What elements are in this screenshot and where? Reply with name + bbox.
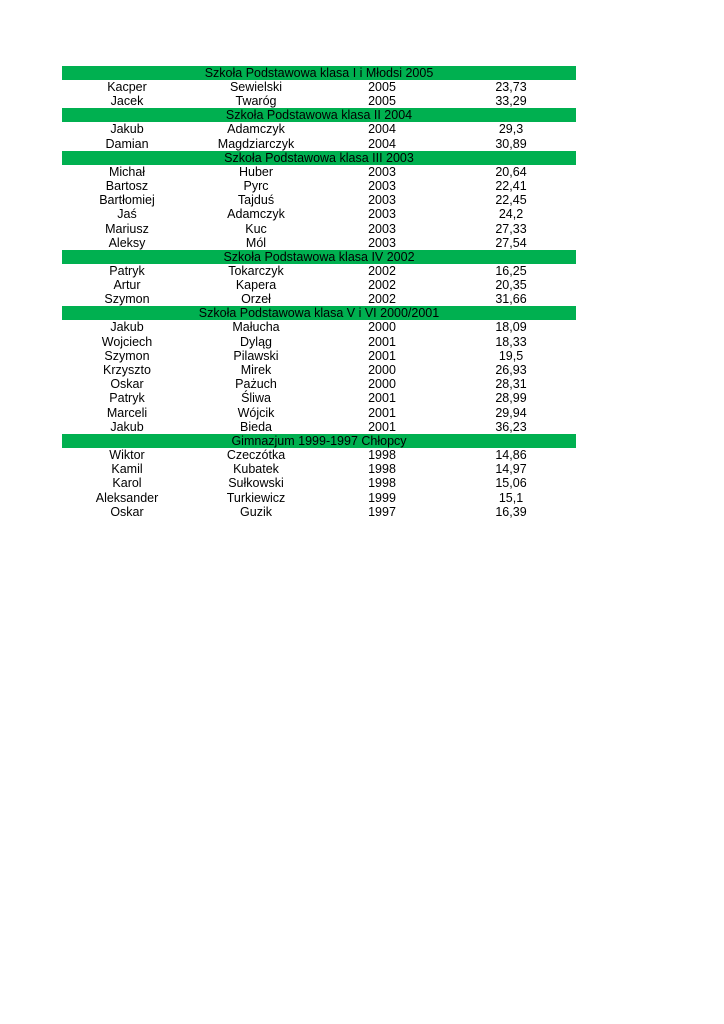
table-row xyxy=(62,448,576,462)
result-time-cell: 26,93 xyxy=(495,363,527,377)
result-time-cell: 33,29 xyxy=(495,94,527,109)
birth-year-cell: 2003 xyxy=(368,164,396,179)
first-name-cell: Jakub xyxy=(110,419,144,434)
birth-year-cell: 2002 xyxy=(368,292,396,307)
birth-year-cell: 2003 xyxy=(368,207,396,222)
first-name-cell: Artur xyxy=(113,278,141,293)
last-name-cell: Sułkowski xyxy=(228,476,284,491)
first-name-cell: Aleksy xyxy=(108,235,146,250)
table-row xyxy=(62,236,576,250)
first-name-cell: Karol xyxy=(112,476,142,491)
table-row xyxy=(62,264,576,278)
birth-year-cell: 2005 xyxy=(368,94,396,109)
birth-year-cell: 1998 xyxy=(368,476,396,491)
table-row xyxy=(62,165,576,179)
last-name-cell: Kuc xyxy=(245,221,267,236)
last-name-cell: Pilawski xyxy=(233,348,279,363)
first-name-cell: Bartłomiej xyxy=(99,193,155,208)
last-name-cell: Magdziarczyk xyxy=(217,136,295,151)
result-time-cell: 28,31 xyxy=(495,377,527,392)
first-name-cell: Aleksander xyxy=(95,490,159,505)
table-row xyxy=(62,476,576,490)
table-row xyxy=(62,505,576,519)
first-name-cell: Wiktor xyxy=(109,447,145,462)
table-row xyxy=(62,335,576,349)
first-name-cell: Oskar xyxy=(110,377,144,392)
birth-year-cell: 2003 xyxy=(368,221,396,236)
group-header: Szkoła Podstawowa klasa I i Młodsi 2005 xyxy=(62,66,576,80)
table-row xyxy=(62,377,576,391)
first-name-cell: Oskar xyxy=(110,504,144,519)
table-row xyxy=(62,80,576,94)
result-time-cell: 29,3 xyxy=(498,122,524,137)
result-time-cell: 15,06 xyxy=(495,476,527,491)
table-row xyxy=(62,193,576,207)
table-row xyxy=(62,320,576,334)
birth-year-cell: 2000 xyxy=(368,377,396,392)
first-name-cell: Patryk xyxy=(109,263,145,278)
first-name-cell: Wojciech xyxy=(101,334,153,349)
first-name-cell: Jakub xyxy=(110,122,144,137)
last-name-cell: Adamczyk xyxy=(227,122,285,137)
result-time-cell: 14,86 xyxy=(495,447,527,462)
first-name-cell: Kamil xyxy=(111,462,143,477)
birth-year-cell: 2001 xyxy=(368,348,396,363)
result-time-cell: 16,25 xyxy=(495,263,527,278)
birth-year-cell: 2005 xyxy=(368,80,396,94)
result-time-cell: 19,5 xyxy=(498,348,524,363)
results-sheet xyxy=(62,66,576,519)
first-name-cell: Kacper xyxy=(107,80,147,94)
result-time-cell: 27,33 xyxy=(495,221,527,236)
last-name-cell: Huber xyxy=(238,164,274,179)
table-row xyxy=(62,420,576,434)
first-name-cell: Damian xyxy=(105,136,149,151)
first-name-cell: Mariusz xyxy=(105,221,149,236)
last-name-cell: Pażuch xyxy=(235,377,277,392)
last-name-cell: Guzik xyxy=(240,504,272,519)
first-name-cell: Jaś xyxy=(117,207,137,222)
last-name-cell: Mirek xyxy=(240,363,272,377)
last-name-cell: Kubatek xyxy=(233,462,279,477)
result-time-cell: 20,35 xyxy=(495,278,527,293)
first-name-cell: Jakub xyxy=(110,320,144,335)
result-time-cell: 30,89 xyxy=(495,136,527,151)
first-name-cell: Szymon xyxy=(104,348,150,363)
birth-year-cell: 2001 xyxy=(368,391,396,406)
table-row xyxy=(62,391,576,405)
first-name-cell: Krzyszto xyxy=(103,363,151,377)
result-time-cell: 22,41 xyxy=(495,178,527,193)
group-header: Szkoła Podstawowa klasa IV 2002 xyxy=(62,250,576,264)
group-header: Szkoła Podstawowa klasa II 2004 xyxy=(62,108,576,122)
last-name-cell: Pyrc xyxy=(243,178,269,193)
birth-year-cell: 1999 xyxy=(368,490,396,505)
last-name-cell: Czeczótka xyxy=(226,447,286,462)
first-name-cell: Marceli xyxy=(106,405,148,420)
table-row xyxy=(62,122,576,136)
result-time-cell: 15,1 xyxy=(498,490,524,505)
table-row xyxy=(62,179,576,193)
result-time-cell: 23,73 xyxy=(495,80,527,94)
table-row xyxy=(62,406,576,420)
last-name-cell: Kapera xyxy=(235,278,277,293)
table-row xyxy=(62,222,576,236)
result-time-cell: 20,64 xyxy=(495,164,527,179)
last-name-cell: Turkiewicz xyxy=(226,490,286,505)
group-header: Szkoła Podstawowa klasa III 2003 xyxy=(62,151,576,165)
last-name-cell: Śliwa xyxy=(241,391,271,406)
birth-year-cell: 2004 xyxy=(368,136,396,151)
first-name-cell: Szymon xyxy=(104,292,150,307)
birth-year-cell: 1997 xyxy=(368,504,396,519)
first-name-cell: Jacek xyxy=(110,94,144,109)
last-name-cell: Orzeł xyxy=(241,292,271,307)
birth-year-cell: 2004 xyxy=(368,122,396,137)
birth-year-cell: 1998 xyxy=(368,462,396,477)
last-name-cell: Twaróg xyxy=(235,94,277,109)
table-row xyxy=(62,363,576,377)
birth-year-cell: 2003 xyxy=(368,235,396,250)
table-row xyxy=(62,462,576,476)
last-name-cell: Adamczyk xyxy=(227,207,285,222)
table-row xyxy=(62,137,576,151)
birth-year-cell: 2003 xyxy=(368,193,396,208)
group-header: Szkoła Podstawowa klasa V i VI 2000/2001 xyxy=(62,306,576,320)
result-time-cell: 18,33 xyxy=(495,334,527,349)
birth-year-cell: 2001 xyxy=(368,405,396,420)
table-row xyxy=(62,292,576,306)
group-header: Gimnazjum 1999-1997 Chłopcy xyxy=(62,434,576,448)
result-time-cell: 24,2 xyxy=(498,207,524,222)
result-time-cell: 28,99 xyxy=(495,391,527,406)
last-name-cell: Mól xyxy=(245,235,267,250)
last-name-cell: Tokarczyk xyxy=(228,263,284,278)
last-name-cell: Małucha xyxy=(232,320,280,335)
birth-year-cell: 2002 xyxy=(368,263,396,278)
birth-year-cell: 2002 xyxy=(368,278,396,293)
result-time-cell: 18,09 xyxy=(495,320,527,335)
table-row xyxy=(62,491,576,505)
last-name-cell: Sewielski xyxy=(229,80,283,94)
last-name-cell: Dyląg xyxy=(240,334,272,349)
birth-year-cell: 2000 xyxy=(368,363,396,377)
table-row xyxy=(62,349,576,363)
table-row xyxy=(62,207,576,221)
birth-year-cell: 2000 xyxy=(368,320,396,335)
result-time-cell: 36,23 xyxy=(495,419,527,434)
result-time-cell: 14,97 xyxy=(495,462,527,477)
table-row xyxy=(62,94,576,108)
result-time-cell: 22,45 xyxy=(495,193,527,208)
last-name-cell: Bieda xyxy=(240,419,272,434)
last-name-cell: Wójcik xyxy=(237,405,275,420)
result-time-cell: 29,94 xyxy=(495,405,527,420)
table-row xyxy=(62,278,576,292)
birth-year-cell: 2003 xyxy=(368,178,396,193)
result-time-cell: 31,66 xyxy=(495,292,527,307)
birth-year-cell: 2001 xyxy=(368,419,396,434)
result-time-cell: 27,54 xyxy=(495,235,527,250)
first-name-cell: Michał xyxy=(108,164,146,179)
last-name-cell: Tajduś xyxy=(237,193,275,208)
first-name-cell: Bartosz xyxy=(105,178,149,193)
result-time-cell: 16,39 xyxy=(495,504,527,519)
birth-year-cell: 1998 xyxy=(368,447,396,462)
birth-year-cell: 2001 xyxy=(368,334,396,349)
first-name-cell: Patryk xyxy=(109,391,145,406)
